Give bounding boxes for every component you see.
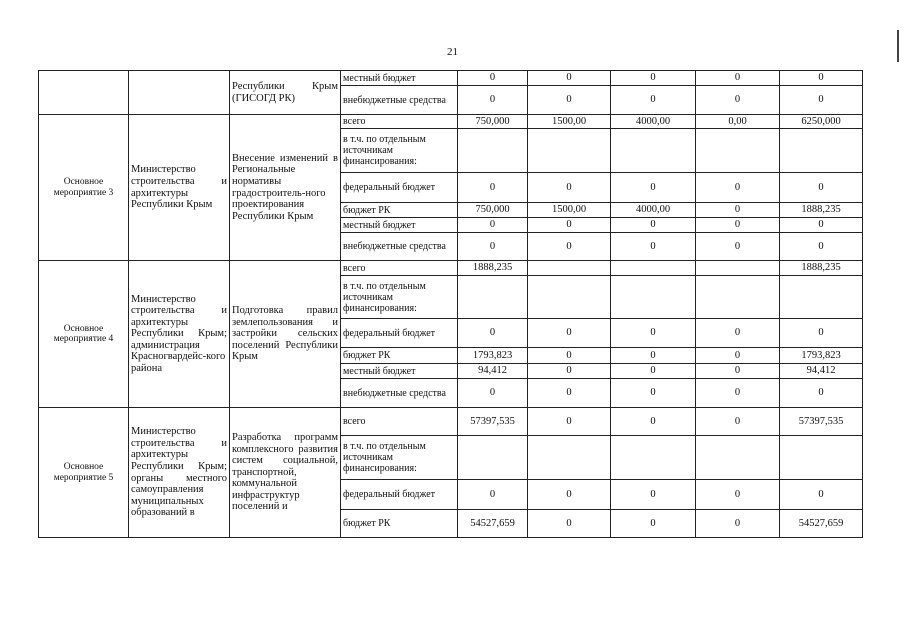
activity-description: Подготовка правил землепользования и застройки сельских поселений Республики Крым [230,261,341,408]
value-cell [528,129,611,173]
total-cell: 0 [780,173,863,203]
source-label: внебюджетные средства [341,379,458,408]
total-cell: 54527,659 [780,510,863,538]
value-cell: 0 [696,173,780,203]
value-cell: 0 [528,218,611,233]
value-cell: 1500,00 [528,203,611,218]
value-cell: 0 [458,233,528,261]
table-row [39,408,863,436]
scan-edge-mark [897,30,899,62]
value-cell: 0 [696,510,780,538]
value-cell: 0 [528,173,611,203]
value-cell: 0 [611,173,696,203]
source-label: бюджет РК [341,203,458,218]
measure-name: Основное мероприятие 4 [39,261,129,408]
cont-resp-cell [129,71,230,115]
total-cell: 0 [780,319,863,348]
total-cell [780,276,863,319]
value-cell: 0 [611,233,696,261]
total-cell: 1888,235 [780,203,863,218]
source-label: местный бюджет [341,71,458,86]
value-cell: 0 [611,379,696,408]
value-cell [611,436,696,480]
value-cell: 0 [696,480,780,510]
cont-activity-cell: Республики Крым (ГИСОГД РК) [230,71,341,115]
value-cell: 0 [696,348,780,364]
activity-description: Разработка программ комплексного развития систем социальной, транспортной, коммунальной инфраструктур поселений и [230,408,341,538]
value-cell: 750,000 [458,115,528,129]
source-label: местный бюджет [341,218,458,233]
table-row [39,71,863,86]
value-cell [696,276,780,319]
value-cell [458,129,528,173]
value-cell: 0 [528,364,611,379]
value-cell: 0 [528,319,611,348]
value-cell: 0 [696,319,780,348]
source-label: всего [341,261,458,276]
value-cell: 0 [528,379,611,408]
total-cell [780,129,863,173]
total-cell: 0 [780,71,863,86]
source-label: бюджет РК [341,348,458,364]
value-cell: 0 [696,233,780,261]
value-cell [528,276,611,319]
value-cell: 0 [458,173,528,203]
table-row [39,115,863,129]
total-cell: 0 [780,218,863,233]
table-row [39,261,863,276]
value-cell [528,436,611,480]
source-label: внебюджетные средства [341,86,458,115]
value-cell: 54527,659 [458,510,528,538]
value-cell: 0 [458,480,528,510]
value-cell: 0 [611,319,696,348]
value-cell [696,436,780,480]
cont-measure-cell [39,71,129,115]
source-label: в т.ч. по отдельным источникам финансирования: [341,436,458,480]
source-label: федеральный бюджет [341,480,458,510]
responsible-executor: Министерство строительства и архитектуры Республики Крым; органы местного самоуправления муниципальных образований в [129,408,230,538]
value-cell: 0 [696,379,780,408]
value-cell: 0 [528,71,611,86]
value-cell: 1500,00 [528,115,611,129]
source-label: внебюджетные средства [341,233,458,261]
value-cell [528,261,611,276]
value-cell: 0 [696,203,780,218]
source-label: федеральный бюджет [341,173,458,203]
value-cell: 0 [458,218,528,233]
responsible-executor: Министерство строительства и архитектуры Республики Крым [129,115,230,261]
value-cell: 0 [696,218,780,233]
total-cell: 0 [780,86,863,115]
source-label: в т.ч. по отдельным источникам финансирования: [341,129,458,173]
total-cell: 57397,535 [780,408,863,436]
value-cell: 0 [611,480,696,510]
total-cell: 1793,823 [780,348,863,364]
value-cell: 0 [458,379,528,408]
measure-name: Основное мероприятие 3 [39,115,129,261]
value-cell: 0,00 [696,115,780,129]
value-cell: 57397,535 [458,408,528,436]
total-cell: 0 [780,379,863,408]
value-cell: 0 [458,71,528,86]
value-cell [458,276,528,319]
value-cell: 0 [696,86,780,115]
value-cell: 0 [528,480,611,510]
value-cell [696,261,780,276]
total-cell: 6250,000 [780,115,863,129]
value-cell: 0 [696,408,780,436]
responsible-executor: Министерство строительства и архитектуры Республики Крым; администрация Красногвардейс-кого района [129,261,230,408]
page-number: 21 [447,46,458,58]
total-cell: 0 [780,233,863,261]
value-cell: 1793,823 [458,348,528,364]
value-cell: 0 [528,86,611,115]
value-cell [611,276,696,319]
value-cell: 0 [696,364,780,379]
value-cell: 4000,00 [611,115,696,129]
source-label: бюджет РК [341,510,458,538]
value-cell: 0 [458,86,528,115]
total-cell [780,436,863,480]
source-label: всего [341,408,458,436]
source-label: всего [341,115,458,129]
value-cell: 0 [611,510,696,538]
source-label: федеральный бюджет [341,319,458,348]
source-label: местный бюджет [341,364,458,379]
value-cell: 0 [458,319,528,348]
value-cell: 0 [611,218,696,233]
funding-table [38,70,863,538]
value-cell: 0 [611,348,696,364]
value-cell: 94,412 [458,364,528,379]
measure-name: Основное мероприятие 5 [39,408,129,538]
activity-description: Внесение изменений в Региональные нормативы градостроитель-ного проектирования Республики Крым [230,115,341,261]
value-cell: 750,000 [458,203,528,218]
value-cell: 0 [528,348,611,364]
total-cell: 0 [780,480,863,510]
value-cell: 0 [611,364,696,379]
value-cell [611,261,696,276]
source-label: в т.ч. по отдельным источникам финансирования: [341,276,458,319]
value-cell: 0 [528,510,611,538]
value-cell: 0 [528,233,611,261]
value-cell: 0 [611,408,696,436]
value-cell: 0 [611,71,696,86]
value-cell [696,129,780,173]
value-cell: 0 [696,71,780,86]
value-cell [611,129,696,173]
total-cell: 1888,235 [780,261,863,276]
value-cell: 0 [611,86,696,115]
value-cell: 0 [528,408,611,436]
value-cell: 4000,00 [611,203,696,218]
value-cell [458,436,528,480]
value-cell: 1888,235 [458,261,528,276]
total-cell: 94,412 [780,364,863,379]
